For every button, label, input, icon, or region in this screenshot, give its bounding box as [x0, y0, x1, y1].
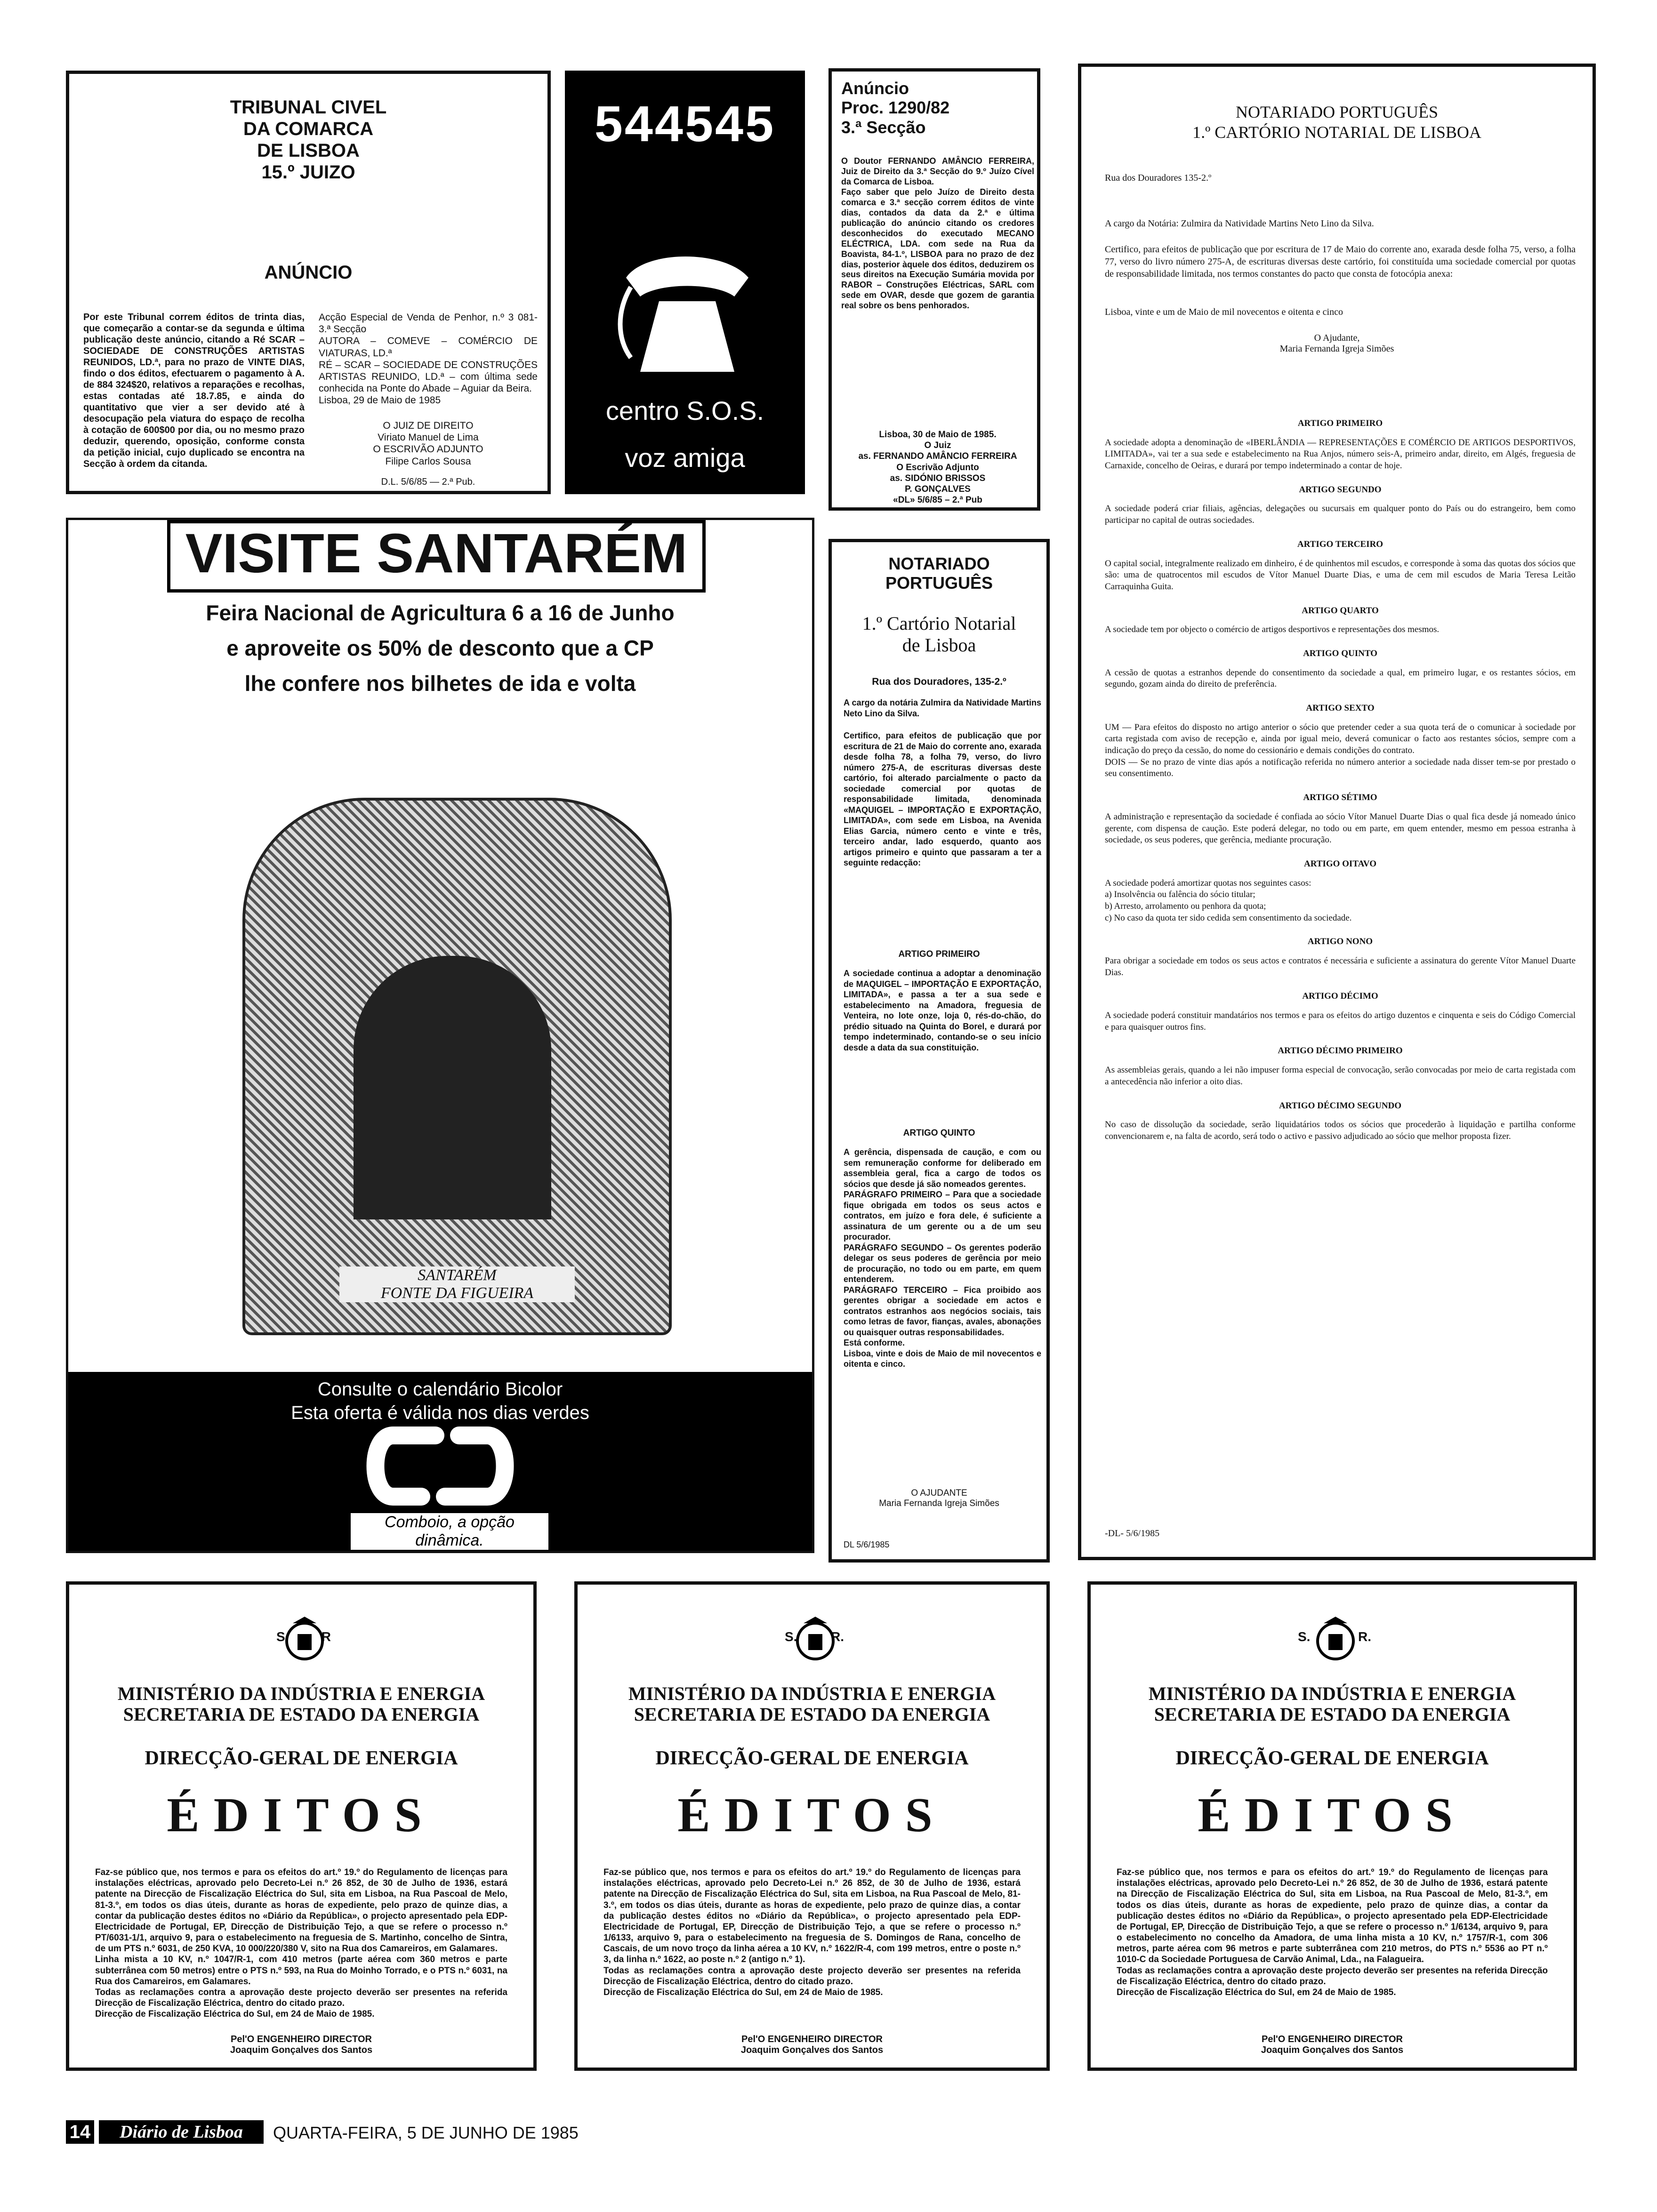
article-text: A sociedade poderá constituir mandatários nos termos e para os efeitos do artigo duzentos e cinquenta e seis do Código Comercial e para quaisquer outros fins. — [1105, 1010, 1576, 1032]
notariado-small-address: Rua dos Douradores, 135-2.º — [872, 676, 1006, 687]
article-heading: ARTIGO NONO — [1307, 937, 1373, 947]
article-heading: ARTIGO SEGUNDO — [1299, 484, 1382, 495]
notariado-signature: O Ajudante, Maria Fernanda Igreja Simões — [1279, 333, 1394, 354]
santarem-ad — [66, 518, 814, 1553]
fountain-tile-illustration — [242, 798, 672, 1335]
tribunal-pub: D.L. 5/6/85 — 2.ª Pub. — [381, 477, 475, 487]
santarem-slogan: Comboio, a opção dinâmica. — [351, 1513, 548, 1550]
notariado-address: Rua dos Douradores 135-2.º — [1105, 173, 1212, 183]
article-text: As assembleias gerais, quando a lei não impuser forma especial de convocação, serão convocadas por meio de carta registada com a antecedência não inferior a oito dias. — [1105, 1065, 1576, 1087]
notariado-p2: Certifico, para efeitos de publicação que por escritura de 17 de Maio do corrente ano, exarada desde folha 75, verso, a folha 77, verso do livro número 275-A, de escrituras diversas deste cartório, foi constituída uma sociedade comercial por quotas de responsabilidade limitada, nos termos constantes do pacto que consta de fotocópia anexa: — [1105, 244, 1576, 279]
sr-left: S — [276, 1629, 285, 1644]
direccao-heading: DIRECÇÃO-GERAL DE ENERGIA — [145, 1747, 458, 1769]
article-heading: ARTIGO DÉCIMO — [1302, 991, 1378, 1002]
coat-of-arms-icon — [789, 1613, 841, 1665]
tribunal-body-right: Acção Especial de Venda de Penhor, n.º 3 081-3.ª Secção AUTORA – COMEVE – COMÉRCIO DE VIATURAS, LD.ª RÉ – SCAR – SOCIEDADE DE CONSTRUÇÕES ARTISTAS REUNIDO, LD.ª – com última sede conhecida na Ponte do Abade – Aguiar da Beira. Lisboa, 29 de Maio de 1985 — [319, 312, 538, 406]
tribunal-signature: O JUIZ DE DIREITO Viriato Manuel de Lima O ESCRIVÃO ADJUNTO Filipe Carlos Sousa — [373, 420, 483, 467]
coat-of-arms-icon — [279, 1613, 330, 1665]
newspaper-name: Diário de Lisboa — [99, 2120, 264, 2144]
footer-date: QUARTA-FEIRA, 5 DE JUNHO DE 1985 — [273, 2123, 579, 2142]
santarem-line2: e aproveite os 50% de desconto que a CP — [226, 636, 654, 660]
article-text: O capital social, integralmente realizado em dinheiro, é de quinhentos mil escudos, e corresponde à soma das quotas dos sócios que são: uma de quatrocentos mil escudos de Vítor Manuel Duarte Dias, e uma de cem mil escudos de Maria Teresa Leitão Carraquinha Guita. — [1105, 558, 1576, 592]
notariado-pub: -DL- 5/6/1985 — [1105, 1528, 1160, 1539]
santarem-title: VISITE SANTARÉM — [185, 522, 688, 585]
article-heading: ARTIGO PRIMEIRO — [1297, 418, 1383, 428]
cp-logo-icon — [365, 1426, 515, 1506]
editos-signature: Pel'O ENGENHEIRO DIRECTOR Joaquim Gonçalves dos Santos — [230, 2034, 373, 2055]
article-heading: ARTIGO SÉTIMO — [1303, 793, 1377, 803]
santarem-line3: lhe confere nos bilhetes de ida e volta — [244, 671, 636, 696]
footer — [66, 2120, 725, 2146]
ministry-heading: MINISTÉRIO DA INDÚSTRIA E ENERGIA SECRETARIA DE ESTADO DA ENERGIA — [1148, 1683, 1516, 1725]
notariado-small-signature: O AJUDANTE Maria Fernanda Igreja Simões — [879, 1488, 999, 1508]
article-text: No caso de dissolução da sociedade, serão liquidatários todos os sócios que procederão à liquidação e partilha conforme convencionarem e, na falta de acordo, será todo o activo e passivo adjudicado ao sócio que melhor proposta fizer. — [1105, 1120, 1576, 1141]
sr-left: S. — [1298, 1629, 1311, 1644]
article-text: A sociedade poderá amortizar quotas nos seguintes casos: a) Insolvência ou falência do sócio titular; b) Arresto, arrolamento ou penhora da quota; c) No caso da quota ter sido cedida sem consentimento da sociedade. — [1105, 878, 1352, 923]
notariado-small-pub: DL 5/6/1985 — [844, 1540, 890, 1549]
sr-right: R. — [1358, 1629, 1371, 1644]
article-text: A cessão de quotas a estranhos depende do consentimento da sociedade a qual, em primeiro lugar, e os restantes sócios, em segundo, gozam ainda do direito de preferência. — [1105, 667, 1576, 689]
anuncio-ad — [828, 68, 1040, 511]
sos-tagline: voz amiga — [625, 443, 745, 473]
ministry-heading: MINISTÉRIO DA INDÚSTRIA E ENERGIA SECRETARIA DE ESTADO DA ENERGIA — [628, 1683, 996, 1725]
article-heading: ARTIGO QUARTO — [1302, 605, 1379, 616]
editos-title: ÉDITOS — [677, 1788, 947, 1842]
anuncio-title: Anúncio Proc. 1290/82 3.ª Secção — [841, 79, 950, 137]
page-number: 14 — [66, 2120, 94, 2144]
sos-phone: 544545 — [594, 95, 776, 152]
editos-signature: Pel'O ENGENHEIRO DIRECTOR Joaquim Gonçalves dos Santos — [1261, 2034, 1404, 2055]
article-text: A sociedade poderá criar filiais, agências, delegações ou sucursais em qualquer ponto do País ou do estrangeiro, bem como participar no capital de outras sociedades. — [1105, 504, 1576, 526]
telephone-hand-icon — [565, 216, 805, 405]
notariado-small-sub: 1.º Cartório Notarial de Lisboa — [862, 613, 1016, 656]
sr-left: S. — [785, 1629, 797, 1644]
article-heading: ARTIGO TERCEIRO — [1297, 539, 1384, 549]
editos-ad-2 — [574, 1581, 1050, 2071]
tribunal-body-left: Por este Tribunal correm éditos de trinta dias, que começarão a contar-se da segunda e última publicação deste anúncio, citando a Ré SCAR – SOCIEDADE DE CONSTRUÇÕES ARTISTAS REUNIDOS, LD.ª, para no prazo de VINTE DIAS, findo o dos éditos, efectuarem o pagamento à A. de 884 324$20, relativos a reparações e recolhas, estas contadas até 18.7.85, e ainda do quantitativo que vier a ser devido até à desocupação pela viatura do espaço de recolha à cotação de 600$00 por dia, ou no mesmo prazo deduzir, querendo, oposição, conforme consta da petição inicial, cujo duplicado se encontra na Secção à ordem da citanda. — [83, 312, 305, 469]
editos-title: ÉDITOS — [167, 1788, 436, 1842]
notariado-small-t1: A sociedade continua a adoptar a denominação de MAQUIGEL – IMPORTAÇÃO E EXPORTAÇÃO, LIMITADA», e passa a ter a sua sede e estabelecimento na Amadora, freguesia de Venteira, no lote onze, loja 0, rés-do-chão, do prédio situado na Quinta do Borel, e durará por tempo indeterminado, contando-se o seu início desde a data da sua constituição. — [844, 969, 1041, 1052]
editos-ad-1 — [66, 1581, 537, 2071]
editos-title: ÉDITOS — [1198, 1788, 1467, 1842]
notariado-articles — [1105, 406, 1576, 1143]
direccao-heading: DIRECÇÃO-GERAL DE ENERGIA — [1175, 1747, 1489, 1769]
fountain-caption: SANTARÉM FONTE DA FIGUEIRA — [339, 1266, 575, 1302]
editos-body: Faz-se público que, nos termos e para os efeitos do art.º 19.º do Regulamento de licenças para instalações eléctricas, aprovado pelo Decreto-Lei n.º 26 852, de 30 de Julho de 1936, estará patente na Direcção de Fiscalização Eléctrica do Sul, sita em Lisboa, na Rua Pascoal de Melo, 81-3.º, em todos os dias úteis, durante as horas de expediente, pelo prazo de quinze dias, a contar da publicação destes éditos no «Diário da República», o projecto apresentado pela EDP-Electricidade de Portugal, EP, Direcção de Distribuição Tejo, a que se refere o processo n.º 1/6134, arquivo 9, para o estabelecimento no concelho da Amadora, de uma linha mista a 10 KV, n.º 1757/R-1, com 306 metros, parte aérea com 96 metros e parte subterrânea com 210 metros, do PTS n.º 5536 ao PT n.º 1010-C da Sociedade Portuguesa de Carvão Animal, Lda., na Falagueira. Todas as reclamações contra a aprovação deste projecto deverão ser presentes na referida Direcção de Fiscalização Eléctrica, dentro do citado prazo. Direcção de Fiscalização Eléctrica do Sul, em 24 de Maio de 1985. — [1117, 1867, 1548, 1997]
article-text: Para obrigar a sociedade em todos os seus actos e contratos é necessária e suficiente a assinatura do gerente Vítor Manuel Duarte Dias. — [1105, 956, 1576, 978]
ministry-heading: MINISTÉRIO DA INDÚSTRIA E ENERGIA SECRETARIA DE ESTADO DA ENERGIA — [117, 1683, 485, 1725]
article-heading: ARTIGO QUINTO — [1303, 648, 1377, 658]
editos-body: Faz-se público que, nos termos e para os efeitos do art.º 19.º do Regulamento de licenças para instalações eléctricas, aprovado pelo Decreto-Lei n.º 26 852, de 30 de Julho de 1936, estará patente na Direcção de Fiscalização Eléctrica do Sul, sita em Lisboa, na Rua Pascoal de Melo, 81-3.º, em todos os dias úteis, durante as horas de expediente, pelo prazo de quinze dias, a contar da publicação destes éditos no «Diário da República», o projecto apresentado pela EDP-Electricidade de Portugal, EP, Direcção de Distribuição Tejo, a que se refere o processo n.º 1/6133, arquivo 9, para o estabelecimento na freguesia de S. Domingos de Rana, concelho de Cascais, de um novo troço da linha aérea a 10 KV, n.º 1622/R-4, com 199 metros, entre o poste n.º 3, da linha n.º 1622, ao poste n.º 2 (antigo n.º 1). Todas as reclamações contra a aprovação deste projecto deverão ser presentes na referida Direcção de Fiscalização Eléctrica, dentro do citado prazo. Direcção de Fiscalização Eléctrica do Sul, em 24 de Maio de 1985. — [603, 1867, 1021, 1997]
notariado-small-h2: ARTIGO QUINTO — [903, 1128, 975, 1138]
sr-right: R. — [831, 1629, 844, 1644]
notariado-cartorio-ad — [1078, 64, 1596, 1560]
article-text: A sociedade adopta a denominação de «IBERLÂNDIA — REPRESENTAÇÕES E COMÉRCIO DE ARTIGOS DESPORTIVOS, LIMITADA», vai ter a sua sede e estabelecimento na Rua Anjos, número seis-A, primeiro andar, direito, em Algés, freguesia de Carnaxide, concelho de Oeiras, e durará por tempo indeterminado a contar de hoje. — [1105, 437, 1576, 471]
anuncio-signature: Lisboa, 30 de Maio de 1985. O Juiz as. FERNANDO AMÂNCIO FERREIRA O Escrivão Adjunto as. SIDÓNIO BRISSOS P. GONÇALVES «DL» 5/6/85 – 2.ª Pub — [858, 430, 1017, 505]
santarem-line1: Feira Nacional de Agricultura 6 a 16 de Junho — [206, 601, 675, 625]
editos-ad-3 — [1087, 1581, 1577, 2071]
editos-body: Faz-se público que, nos termos e para os efeitos do art.º 19.º do Regulamento de licenças para instalações eléctricas, aprovado pelo Decreto-Lei n.º 26 852, de 30 de Julho de 1936, estará patente na Direcção de Fiscalização Eléctrica do Sul, sita em Lisboa, na Rua Pascoal de Melo, 81-3.º, em todos os dias úteis, durante as horas de expediente, pelo prazo de quinze dias, a contar da publicação destes éditos no «Diário da República», o projecto apresentado pela EDP-Electricidade de Portugal, EP, Direcção de Distribuição Tejo, a que se refere o processo n.º PT/6031-1/1, arquivo 9, para o estabelecimento na freguesia de S. Martinho, concelho de Sintra, de um PTS n.º 6031, de 250 KVA, 10 000/220/380 V, sito na Rua dos Camareiros, em Galamares. Linha mista a 10 KV, n.º 1047/R-1, com 410 metros (parte aérea com 360 metros e parte subterrânea com 50 metros) entre o PTS n.º 593, na Rua do Moinho Torrado, e o PTS n.º 6031, na Rua dos Camareiros, em Galamares. Todas as reclamações contra a aprovação deste projecto deverão ser presentes na referida Direcção de Fiscalização Eléctrica, dentro do citado prazo. Direcção de Fiscalização Eléctrica do Sul, em 24 de Maio de 1985. — [95, 1867, 507, 2020]
notariado-small-h1: ARTIGO PRIMEIRO — [898, 949, 980, 959]
article-text: A sociedade tem por objecto o comércio de artigos desportivos e representações dos mesmos. — [1105, 625, 1440, 635]
notariado-small-p2: Certifico, para efeitos de publicação que por escritura de 21 de Maio do corrente ano, exarada desde folha 78, a folha 79, verso, do livro número 275-A, de escrituras diversas deste cartório, foi alterado parcialmente o pacto da sociedade comercial por quotas de responsabilidade limitada, denominada «MAQUIGEL – IMPORTAÇÃO E EXPORTAÇÃO, LIMITADA», com sede em Lisboa, na Avenida Elias Garcia, número cento e vinte e três, terceiro andar, lado esquerdo, quanto aos artigos primeiro e quinto que passaram a ter a seguinte redacção: — [844, 731, 1041, 867]
article-heading: ARTIGO OITAVO — [1304, 858, 1376, 869]
notariado-small-p1: A cargo da notária Zulmira da Natividade Martins Neto Lino da Silva. — [844, 698, 1041, 718]
notariado-p3: Lisboa, vinte e um de Maio de mil novecentos e oitenta e cinco — [1105, 307, 1343, 317]
santarem-bottom1: Consulte o calendário Bicolor — [317, 1379, 563, 1400]
direccao-heading: DIRECÇÃO-GERAL DE ENERGIA — [655, 1747, 969, 1769]
tribunal-ad — [66, 71, 551, 494]
notariado-small-t2: A gerência, dispensada de caução, e com ou sem remuneração conforme for deliberado em assembleia geral, fica a cargo de todos os sócios que desde já são nomeados gerentes. PARÁGRAFO PRIMEIRO – Para que a sociedade fique obrigada em todos os seus actos e contratos, em juízo e fora dele, é suficiente a assinatura de um gerente ou a de um seu procurador. PARÁGRAFO SEGUNDO – Os gerentes poderão delegar os seus poderes de gerência por meio de procuração, no todo ou em parte, em quem entenderem. PARÁGRAFO TERCEIRO – Fica proibido aos gerentes obrigar a sociedade em actos e contratos estranhos aos negócios sociais, tais como letras de favor, fianças, avales, abonações ou quaisquer outras responsabilidades. Está conforme. Lisboa, vinte e dois de Maio de mil novecentos e oitenta e cinco. — [844, 1147, 1041, 1369]
sos-name: centro S.O.S. — [605, 396, 764, 425]
tribunal-subtitle: ANÚNCIO — [264, 262, 353, 283]
tribunal-title: TRIBUNAL CIVEL DA COMARCA DE LISBOA 15.º JUIZO — [230, 97, 387, 183]
notariado-p1: A cargo da Notária: Zulmira da Natividade Martins Neto Lino da Silva. — [1105, 218, 1374, 229]
santarem-bottom2: Esta oferta é válida nos dias verdes — [291, 1403, 589, 1423]
fountain-arch — [354, 956, 551, 1219]
coat-of-arms-icon — [1310, 1613, 1361, 1665]
notariado-maquigel-ad — [828, 539, 1050, 1563]
article-text: UM — Para efeitos do disposto no artigo anterior o sócio que pretender ceder a sua quota terá de o comunicar à sociedade por carta registada com aviso de recepção e, ainda por igual meio, deverá comunicar o facto aos restantes sócios, sempre com a indicação do preço da cessão, do nome do cessionário e demais condições do contrato. DOIS — Se no prazo de vinte dias após a notificação referida no número anterior a sociedade nada disser tem-se por prestado o seu consentimento. — [1105, 722, 1576, 779]
article-heading: ARTIGO DÉCIMO SEGUNDO — [1279, 1100, 1402, 1111]
article-text: A administração e representação da sociedade é confiada ao sócio Vítor Manuel Duarte Dias o qual fica desde já nomeado único gerente, com dispensa de caução. Este poderá delegar, no todo ou em parte, em quem entender, mesmo em pessoa estranha à sociedade, os seus poderes, que gerência, mediante procuração. — [1105, 811, 1576, 845]
notariado-small-title: NOTARIADO PORTUGUÊS — [885, 554, 993, 593]
sr-right: R — [321, 1629, 331, 1644]
anuncio-body: O Doutor FERNANDO AMÂNCIO FERREIRA, Juiz de Direito da 3.ª Secção do 9.º Juízo Cível da Comarca de Lisboa. Faço saber que pelo Juízo de Direito desta comarca e 3.ª secção correm éditos de vinte dias, contados da data da 2.ª e última publicação do anúncio citando os credores desconhecidos do executado MECANO ELÉCTRICA, LDA. com sede na Rua da Boavista, 84-1.º, LISBOA para no prazo de dez dias, posterior àquele dos éditos, deduzirem os seus direitos na Execução Sumária movida por RABOR – Construções Eléctricas, SARL com sede em OVAR, desde que gozem de garantia real sobre os bens penhorados. — [841, 156, 1034, 311]
notariado-title: NOTARIADO PORTUGUÊS 1.º CARTÓRIO NOTARIAL DE LISBOA — [1192, 103, 1481, 142]
editos-signature: Pel'O ENGENHEIRO DIRECTOR Joaquim Gonçalves dos Santos — [740, 2034, 884, 2055]
article-heading: ARTIGO DÉCIMO PRIMEIRO — [1278, 1046, 1403, 1056]
sos-ad — [565, 71, 805, 494]
article-heading: ARTIGO SEXTO — [1306, 703, 1375, 713]
